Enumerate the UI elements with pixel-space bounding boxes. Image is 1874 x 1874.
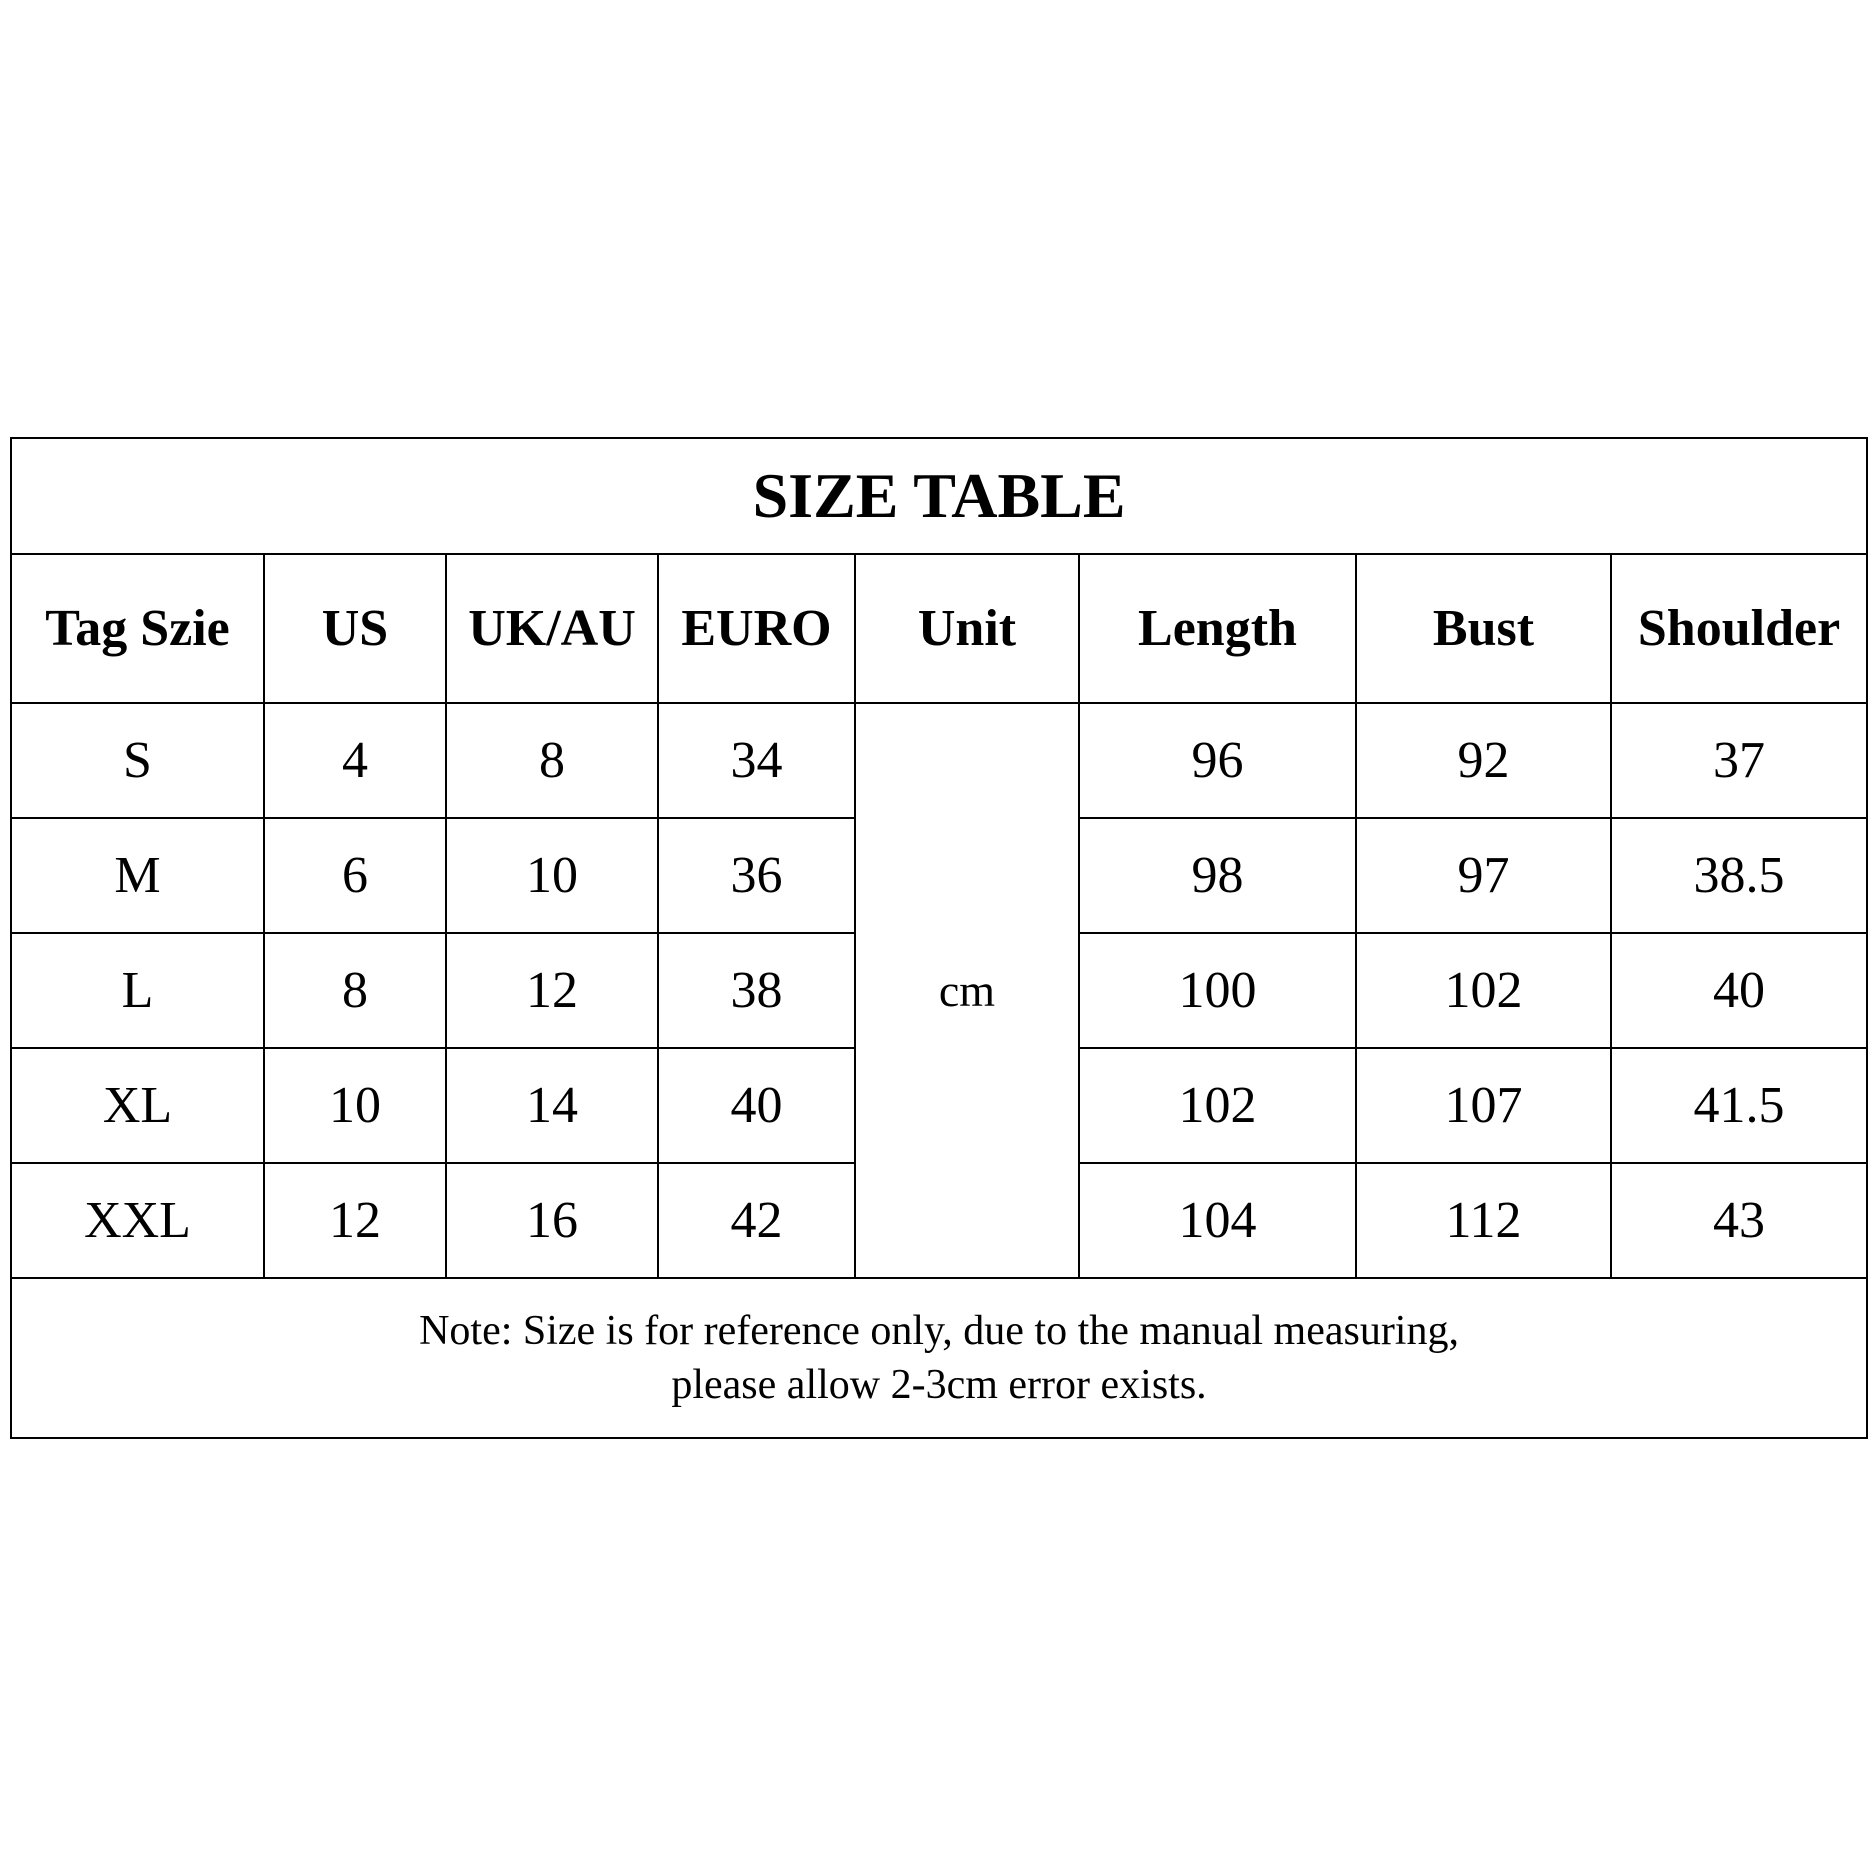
cell-bust: 92 (1356, 703, 1611, 818)
cell-uk-au: 8 (446, 703, 658, 818)
cell-uk-au: 16 (446, 1163, 658, 1278)
header-uk-au: UK/AU (446, 554, 658, 703)
cell-length: 102 (1079, 1048, 1356, 1163)
cell-us: 10 (264, 1048, 446, 1163)
cell-euro: 34 (658, 703, 855, 818)
title-row (11, 438, 1867, 554)
header-us: US (264, 554, 446, 703)
cell-shoulder: 41.5 (1611, 1048, 1867, 1163)
cell-tag-size: M (11, 818, 264, 933)
cell-shoulder: 37 (1611, 703, 1867, 818)
cell-euro: 42 (658, 1163, 855, 1278)
cell-bust: 112 (1356, 1163, 1611, 1278)
cell-bust: 107 (1356, 1048, 1611, 1163)
cell-length: 104 (1079, 1163, 1356, 1278)
cell-euro: 40 (658, 1048, 855, 1163)
cell-length: 100 (1079, 933, 1356, 1048)
size-table (10, 437, 1868, 1439)
cell-tag-size: S (11, 703, 264, 818)
cell-tag-size: L (11, 933, 264, 1048)
table-title: SIZE TABLE (11, 438, 1867, 554)
note-row (11, 1278, 1867, 1438)
cell-euro: 38 (658, 933, 855, 1048)
header-unit: Unit (855, 554, 1079, 703)
header-euro: EURO (658, 554, 855, 703)
cell-tag-size: XL (11, 1048, 264, 1163)
cell-shoulder: 38.5 (1611, 818, 1867, 933)
cell-bust: 97 (1356, 818, 1611, 933)
cell-shoulder: 43 (1611, 1163, 1867, 1278)
header-row (11, 554, 1867, 703)
cell-uk-au: 10 (446, 818, 658, 933)
cell-length: 96 (1079, 703, 1356, 818)
cell-shoulder: 40 (1611, 933, 1867, 1048)
cell-euro: 36 (658, 818, 855, 933)
cell-uk-au: 12 (446, 933, 658, 1048)
note-line-1: Note: Size is for reference only, due to the manual measuring, (419, 1308, 1459, 1354)
cell-bust: 102 (1356, 933, 1611, 1048)
table-note (11, 1278, 1867, 1438)
header-bust: Bust (1356, 554, 1611, 703)
cell-us: 6 (264, 818, 446, 933)
header-tag-size: Tag Szie (11, 554, 264, 703)
cell-us: 8 (264, 933, 446, 1048)
cell-uk-au: 14 (446, 1048, 658, 1163)
header-length: Length (1079, 554, 1356, 703)
cell-tag-size: XXL (11, 1163, 264, 1278)
cell-us: 12 (264, 1163, 446, 1278)
cell-unit: cm (855, 703, 1079, 1278)
header-shoulder: Shoulder (1611, 554, 1867, 703)
cell-us: 4 (264, 703, 446, 818)
note-line-2: please allow 2-3cm error exists. (671, 1362, 1207, 1408)
table-row (11, 703, 1867, 818)
cell-length: 98 (1079, 818, 1356, 933)
